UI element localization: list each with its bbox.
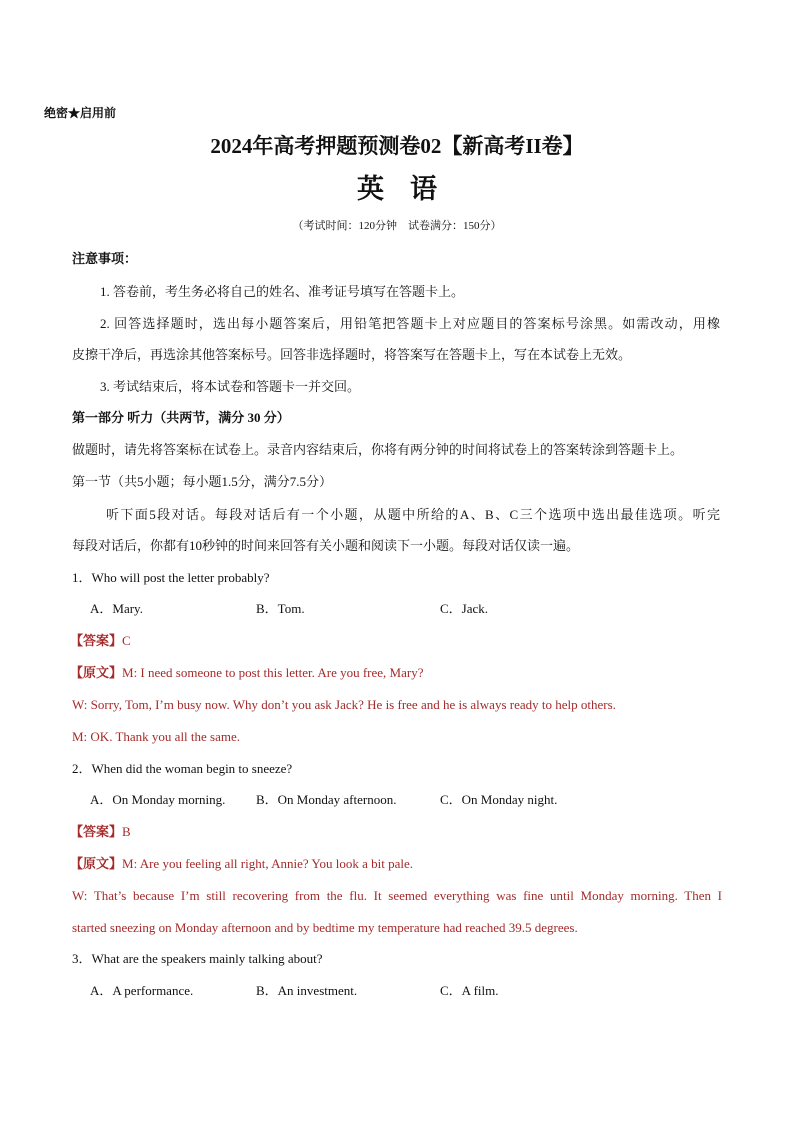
page-title: 2024年高考押题预测卷02【新高考II卷】 [210,134,584,158]
question-3-stem: 3．What are the speakers mainly talking about? [72,951,323,966]
note-item-2-line-2: 皮擦干净后，再选涂其他答案标号。回答非选择题时，将答案写在答题卡上，写在本试卷上无效。 [72,347,632,362]
question-2-option-a: A．On Monday morning. [90,792,226,807]
question-3-option-c: C．A film. [440,983,499,998]
subject-title: 英语 [357,174,463,204]
part1-heading: 第一部分 听力（共两节，满分 30 分） [72,410,290,425]
answer-tag: 【答案】 [70,633,123,648]
question-1-transcript-line-3: M: OK. Thank you all the same. [72,729,241,744]
question-2-transcript-line-1 [70,855,413,873]
transcript-text: M: I need someone to post this letter. Are you free, Mary? [122,665,424,680]
question-2-option-b: B．On Monday afternoon. [256,792,397,807]
transcript-tag: 【原文】 [70,665,123,680]
exam-info: （考试时间：120分钟 试卷满分：150分） [292,220,502,232]
question-2-transcript-line-3: started sneezing on Monday afternoon and by bedtime my temperature had reached 39.5 degrees. [72,920,578,935]
question-2-option-c: C．On Monday night. [440,792,558,807]
note-item-2-line-1: 2. 回答选择题时，选出每小题答案后，用铅笔把答题卡上对应题目的答案标号涂黑。如需改动，用橡 [100,316,720,331]
question-2-stem: 2．When did the woman begin to sneeze? [72,761,293,776]
answer-tag: 【答案】 [70,824,123,839]
section1-heading: 第一节（共5小题；每小题1.5分，满分7.5分） [72,474,333,489]
question-1-stem: 1．Who will post the letter probably? [72,570,270,585]
question-3-option-a: A．A performance. [90,983,194,998]
question-1-option-b: B．Tom. [256,601,305,616]
question-1-option-a: A．Mary. [90,601,143,616]
section1-instruction-line-1: 听下面5段对话。每段对话后有一个小题，从题中所给的A、B、C三个选项中选出最佳选项。听完 [106,507,720,522]
question-3-option-b: B．An investment. [256,983,358,998]
note-item-3: 3. 考试结束后，将本试卷和答题卡一并交回。 [100,379,361,394]
question-1-transcript-line-1 [70,664,423,682]
answer-value: B [122,824,131,839]
notes-heading: 注意事项： [72,251,138,266]
question-1-answer [70,632,131,650]
section1-instruction-line-2: 每段对话后，你都有10秒钟的时间来回答有关小题和阅读下一小题。每段对话仅读一遍。 [72,538,580,553]
question-1-option-c: C．Jack. [440,601,489,616]
question-2-answer [70,823,131,841]
question-1-transcript-line-2: W: Sorry, Tom, I’m busy now. Why don’t you ask Jack? He is free and he is always ready to help others. [72,697,616,712]
part1-instruction: 做题时，请先将答案标在试卷上。录音内容结束后，你将有两分钟的时间将试卷上的答案转涂到答题卡上。 [72,442,684,457]
question-2-transcript-line-2: W: That’s because I’m still recovering from the flu. It seemed everything was fine until Monday morning. Then I [72,888,722,903]
confidential-mark: 绝密★启用前 [44,106,117,120]
transcript-text: M: Are you feeling all right, Annie? You look a bit pale. [122,856,414,871]
transcript-tag: 【原文】 [70,856,123,871]
answer-value: C [122,633,131,648]
note-item-1: 1. 答卷前，考生务必将自己的姓名、准考证号填写在答题卡上。 [100,284,465,299]
